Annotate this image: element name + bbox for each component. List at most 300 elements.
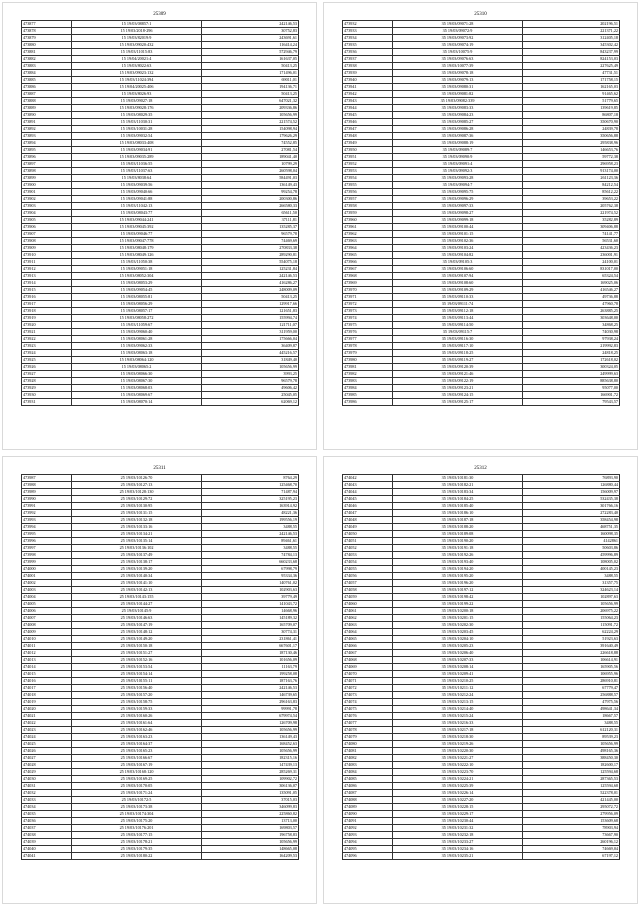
row-id-cell: 473982 bbox=[343, 371, 393, 378]
row-amount-cell: 301766,16 bbox=[523, 503, 620, 510]
row-code-cell: 25 19/03/10150:18 bbox=[72, 643, 202, 650]
row-code-cell: 35 19/03/10192:26 bbox=[393, 552, 523, 559]
row-code-cell: 15 19/03/08049:126 bbox=[72, 252, 202, 259]
row-amount-cell: 831017,00 bbox=[523, 266, 620, 273]
table-row bbox=[343, 378, 620, 385]
table-row bbox=[343, 392, 620, 399]
row-code-cell: 25 19/03/10153:54 bbox=[72, 664, 202, 671]
table-row bbox=[343, 685, 620, 692]
row-id-cell: 473923 bbox=[22, 343, 72, 350]
row-id-cell: 473893 bbox=[22, 133, 72, 140]
row-id-cell: 473986 bbox=[343, 399, 393, 406]
row-code-cell: 25 19/03/10128:130 bbox=[72, 489, 202, 496]
row-id-cell: 473914 bbox=[22, 280, 72, 287]
row-code-cell: 35 19/03/09103:24 bbox=[393, 245, 523, 252]
row-id-cell: 474018 bbox=[22, 692, 72, 699]
row-id-cell: 473912 bbox=[22, 266, 72, 273]
row-code-cell: 25 19/03/10165:23 bbox=[72, 748, 202, 755]
row-amount-cell: 325195,23 bbox=[202, 496, 299, 503]
row-id-cell: 473994 bbox=[22, 524, 72, 531]
table-row bbox=[22, 846, 299, 853]
table-row bbox=[22, 545, 299, 552]
row-code-cell: 25 19/03/10163:23 bbox=[72, 734, 202, 741]
row-amount-cell: 219992,83 bbox=[523, 343, 620, 350]
row-amount-cell: 8764,29 bbox=[202, 475, 299, 482]
row-code-cell: 25 19/03/10141:10 bbox=[72, 580, 202, 587]
table-row bbox=[22, 650, 299, 657]
row-code-cell: 25 19/03/10138:17 bbox=[72, 559, 202, 566]
row-amount-cell: 155064,23 bbox=[523, 615, 620, 622]
row-id-cell: 473975 bbox=[343, 322, 393, 329]
row-id-cell: 473958 bbox=[343, 203, 393, 210]
table-row bbox=[22, 203, 299, 210]
row-amount-cell: 115091,72 bbox=[523, 622, 620, 629]
row-code-cell: 35 19/03/10201:15 bbox=[393, 615, 523, 622]
row-id-cell: 473991 bbox=[22, 503, 72, 510]
row-code-cell: 35 19/03/09093:28 bbox=[393, 175, 523, 182]
table-row bbox=[343, 119, 620, 126]
row-code-cell: 35 19/03/09086:28 bbox=[393, 126, 523, 133]
row-code-cell: 35 19/03/09081:82 bbox=[393, 91, 523, 98]
table-row bbox=[22, 112, 299, 119]
row-id-cell: 474071 bbox=[343, 678, 393, 685]
row-id-cell: 474080 bbox=[343, 741, 393, 748]
row-code-cell: 25 19/03/10134:21 bbox=[72, 531, 202, 538]
row-id-cell: 473966 bbox=[343, 259, 393, 266]
row-id-cell: 473918 bbox=[22, 308, 72, 315]
row-code-cell: 25 19/03/10164:37 bbox=[72, 741, 202, 748]
row-code-cell: 35 19/03/09107:94 bbox=[393, 273, 523, 280]
row-id-cell: 473904 bbox=[22, 210, 72, 217]
row-amount-cell: 256888,57 bbox=[523, 692, 620, 699]
row-id-cell: 474027 bbox=[22, 755, 72, 762]
row-code-cell: 25 19/03/10139:20 bbox=[72, 566, 202, 573]
row-amount-cell: 78903,94 bbox=[523, 825, 620, 832]
table-row bbox=[343, 189, 620, 196]
row-code-cell: 15 19/03/11015:83 bbox=[72, 49, 202, 56]
row-id-cell: 473968 bbox=[343, 273, 393, 280]
row-code-cell: 15 19/03/08070:14 bbox=[72, 399, 202, 406]
row-id-cell: 474020 bbox=[22, 706, 72, 713]
row-id-cell: 474068 bbox=[343, 657, 393, 664]
table-row bbox=[343, 573, 620, 580]
table-row bbox=[22, 63, 299, 70]
row-amount-cell: 14668,96 bbox=[202, 608, 299, 615]
row-amount-cell: 50413,25 bbox=[202, 63, 299, 70]
table-row bbox=[343, 559, 620, 566]
row-code-cell: 25 19/03/10132:18 bbox=[72, 517, 202, 524]
row-id-cell: 473896 bbox=[22, 154, 72, 161]
row-id-cell: 473977 bbox=[343, 336, 393, 343]
table-row bbox=[22, 252, 299, 259]
row-code-cell: 15 19/03/09039:56 bbox=[72, 182, 202, 189]
row-id-cell: 474026 bbox=[22, 748, 72, 755]
table-row bbox=[343, 322, 620, 329]
row-code-cell: 15 19/03/09062:33 bbox=[72, 343, 202, 350]
table-row bbox=[22, 664, 299, 671]
row-id-cell: 474023 bbox=[22, 727, 72, 734]
row-id-cell: 473887 bbox=[22, 91, 72, 98]
row-amount-cell: 49606,42 bbox=[202, 385, 299, 392]
row-code-cell: 35 19/03/10209:41 bbox=[393, 671, 523, 678]
row-id-cell: 473972 bbox=[343, 301, 393, 308]
row-amount-cell: 236001,91 bbox=[523, 252, 620, 259]
row-id-cell: 474090 bbox=[343, 811, 393, 818]
row-amount-cell: 148665,08 bbox=[202, 846, 299, 853]
table-row bbox=[343, 713, 620, 720]
row-amount-cell: 155994,74 bbox=[202, 315, 299, 322]
row-id-cell: 474089 bbox=[343, 804, 393, 811]
table-row bbox=[22, 399, 299, 406]
row-id-cell: 473955 bbox=[343, 182, 393, 189]
row-code-cell: 35 19/03/09116:30 bbox=[393, 336, 523, 343]
row-code-cell: 35 19/03/10207:33 bbox=[393, 657, 523, 664]
row-code-cell: 15 19/03/11042:13 bbox=[72, 203, 202, 210]
row-code-cell: 25 19/03/10171:24 bbox=[72, 790, 202, 797]
row-amount-cell: 49736,88 bbox=[523, 294, 620, 301]
row-code-cell: 35 19/03/09115:7 bbox=[393, 329, 523, 336]
row-id-cell: 474095 bbox=[343, 846, 393, 853]
row-code-cell: 35 19/03/09091:4 bbox=[393, 161, 523, 168]
row-amount-cell: 194136,71 bbox=[202, 84, 299, 91]
row-code-cell: 35 19/03/10212:24 bbox=[393, 692, 523, 699]
table-row bbox=[22, 392, 299, 399]
table-row bbox=[22, 608, 299, 615]
row-amount-cell: 189041,40 bbox=[202, 154, 299, 161]
row-amount-cell: 30774,31 bbox=[202, 629, 299, 636]
row-code-cell: 35 19/03/09119:27 bbox=[393, 357, 523, 364]
row-amount-cell: 89539,23 bbox=[523, 734, 620, 741]
row-amount-cell: 136149,43 bbox=[202, 182, 299, 189]
row-code-cell: 35 19/03/09125:17 bbox=[393, 399, 523, 406]
row-code-cell: 25 19/03/10178:21 bbox=[72, 839, 202, 846]
row-id-cell: 473891 bbox=[22, 119, 72, 126]
row-id-cell: 473965 bbox=[343, 252, 393, 259]
row-code-cell: 25 19/03/10175:20 bbox=[72, 818, 202, 825]
row-id-cell: 473925 bbox=[22, 357, 72, 364]
table-row bbox=[343, 91, 620, 98]
row-code-cell: 15 19/03/08066:30 bbox=[72, 371, 202, 378]
table-row bbox=[343, 350, 620, 357]
row-id-cell: 474052 bbox=[343, 545, 393, 552]
table-row bbox=[22, 580, 299, 587]
row-amount-cell: 3488,55 bbox=[523, 573, 620, 580]
row-code-cell: 35 19/03/10223:70 bbox=[393, 769, 523, 776]
row-amount-cell: 171496,01 bbox=[202, 70, 299, 77]
row-id-cell: 473890 bbox=[22, 112, 72, 119]
table-row bbox=[343, 35, 620, 42]
row-id-cell: 474049 bbox=[343, 524, 393, 531]
table-row bbox=[22, 517, 299, 524]
row-id-cell: 474061 bbox=[343, 608, 393, 615]
row-amount-cell: 289290,81 bbox=[202, 252, 299, 259]
row-amount-cell: 39779,49 bbox=[202, 594, 299, 601]
row-amount-cell: 172618,02 bbox=[523, 357, 620, 364]
table-row bbox=[22, 224, 299, 231]
row-amount-cell: 67998,79 bbox=[202, 566, 299, 573]
row-code-cell: 25 19/03/10162:46 bbox=[72, 727, 202, 734]
row-id-cell: 473990 bbox=[22, 496, 72, 503]
table-row bbox=[22, 322, 299, 329]
table-row bbox=[22, 147, 299, 154]
row-id-cell: 473984 bbox=[343, 385, 393, 392]
row-amount-cell: 67779,47 bbox=[523, 685, 620, 692]
row-id-cell: 473996 bbox=[22, 538, 72, 545]
row-amount-cell: 164209,53 bbox=[202, 853, 299, 860]
table-row bbox=[343, 175, 620, 182]
row-id-cell: 474014 bbox=[22, 664, 72, 671]
row-code-cell: 35 19/03/10077:39 bbox=[393, 63, 523, 70]
row-id-cell: 474024 bbox=[22, 734, 72, 741]
row-id-cell: 473892 bbox=[22, 126, 72, 133]
row-code-cell: 15 19/03/11037:63 bbox=[72, 168, 202, 175]
table-row bbox=[22, 294, 299, 301]
row-code-cell: 15 19/03/08069:67 bbox=[72, 392, 202, 399]
table-row bbox=[343, 336, 620, 343]
row-code-cell: 35 19/03/10210:25 bbox=[393, 678, 523, 685]
row-code-cell: 15 19/03/09040:66 bbox=[72, 189, 202, 196]
row-amount-cell: 913174,00 bbox=[523, 168, 620, 175]
table-row bbox=[22, 832, 299, 839]
row-id-cell: 473901 bbox=[22, 189, 72, 196]
row-code-cell: 15 19/03/09035:289 bbox=[72, 154, 202, 161]
table-row bbox=[22, 552, 299, 559]
row-code-cell: 35 19/03/09098:27 bbox=[393, 210, 523, 217]
row-code-cell: 35 19/03/10228:15 bbox=[393, 804, 523, 811]
row-code-cell: 35 19/03/09083:33 bbox=[393, 105, 523, 112]
table-row bbox=[22, 755, 299, 762]
row-amount-cell: 266580,33 bbox=[202, 203, 299, 210]
row-amount-cell: 135091,05 bbox=[202, 790, 299, 797]
table-row bbox=[22, 762, 299, 769]
row-code-cell: 25 19/03/10136:102 bbox=[72, 545, 202, 552]
table-row bbox=[22, 601, 299, 608]
row-code-cell: 35 19/03/10181:30 bbox=[393, 475, 523, 482]
row-code-cell: 35 19/03/10191:18 bbox=[393, 545, 523, 552]
row-code-cell: 25 19/03/10143:155 bbox=[72, 594, 202, 601]
ledger-table-25309 bbox=[21, 20, 299, 406]
row-id-cell: 473879 bbox=[22, 35, 72, 42]
row-id-cell: 474056 bbox=[343, 573, 393, 580]
row-code-cell: 25 19/03/10166:67 bbox=[72, 755, 202, 762]
table-row bbox=[343, 112, 620, 119]
row-code-cell: 35 19/03/09101:15 bbox=[393, 231, 523, 238]
row-amount-cell: 242146,53 bbox=[202, 21, 299, 28]
row-id-cell: 474008 bbox=[22, 622, 72, 629]
row-amount-cell: 102897,63 bbox=[523, 594, 620, 601]
row-amount-cell: 126880,44 bbox=[523, 482, 620, 489]
table-row bbox=[22, 594, 299, 601]
table-row bbox=[343, 161, 620, 168]
row-amount-cell: 36409,87 bbox=[202, 343, 299, 350]
row-amount-cell: 660233,68 bbox=[202, 559, 299, 566]
row-amount-cell: 65324,54 bbox=[523, 273, 620, 280]
row-code-cell: 35 19/03/10200:18 bbox=[393, 608, 523, 615]
row-amount-cell: 572946,79 bbox=[202, 49, 299, 56]
row-amount-cell: 37111,81 bbox=[202, 217, 299, 224]
table-row bbox=[343, 42, 620, 49]
table-row bbox=[22, 175, 299, 182]
row-amount-cell: 295838,96 bbox=[523, 140, 620, 147]
row-amount-cell: 187130,46 bbox=[202, 650, 299, 657]
row-amount-cell: 498165,36 bbox=[523, 748, 620, 755]
row-amount-cell: 140761,02 bbox=[202, 580, 299, 587]
table-row bbox=[343, 629, 620, 636]
row-amount-cell: 51779,65 bbox=[523, 98, 620, 105]
row-code-cell: 15 19/03/09023:132 bbox=[72, 70, 202, 77]
row-code-cell: 35 19/03/10224:21 bbox=[393, 776, 523, 783]
table-row bbox=[22, 678, 299, 685]
row-amount-cell: 161637,05 bbox=[202, 56, 299, 63]
row-amount-cell: 129917,66 bbox=[202, 301, 299, 308]
row-code-cell: 25 19/03/10155:11 bbox=[72, 678, 202, 685]
row-id-cell: 473980 bbox=[343, 357, 393, 364]
row-amount-cell: 270833,38 bbox=[202, 245, 299, 252]
row-id-cell: 474082 bbox=[343, 755, 393, 762]
row-id-cell: 474069 bbox=[343, 664, 393, 671]
row-code-cell: 35 19/03/09090:9 bbox=[393, 154, 523, 161]
row-code-cell: 35 19/03/10231:32 bbox=[393, 825, 523, 832]
row-id-cell: 473969 bbox=[343, 280, 393, 287]
row-id-cell: 474035 bbox=[22, 811, 72, 818]
table-row bbox=[343, 608, 620, 615]
table-row bbox=[343, 98, 620, 105]
row-amount-cell: 824153,03 bbox=[523, 56, 620, 63]
row-code-cell: 25 19/03/10160:26 bbox=[72, 713, 202, 720]
row-id-cell: 474055 bbox=[343, 566, 393, 573]
row-amount-cell: 324623,14 bbox=[523, 587, 620, 594]
row-code-cell: 35 19/03/10226:14 bbox=[393, 790, 523, 797]
row-id-cell: 473922 bbox=[22, 336, 72, 343]
row-amount-cell: 105656,99 bbox=[202, 748, 299, 755]
table-row bbox=[343, 825, 620, 832]
row-code-cell: 15 19/03/82019:9 bbox=[72, 35, 202, 42]
row-id-cell: 473997 bbox=[22, 545, 72, 552]
block-title-25312: 25312 bbox=[474, 466, 487, 471]
row-id-cell: 473885 bbox=[22, 77, 72, 84]
row-code-cell: 35 19/03/10186:10 bbox=[393, 510, 523, 517]
table-row bbox=[343, 699, 620, 706]
table-row bbox=[343, 357, 620, 364]
row-code-cell: 35 19/03/09078:18 bbox=[393, 70, 523, 77]
row-code-cell: 35 19/03/09085:27 bbox=[393, 119, 523, 126]
row-code-cell: 35 19/03/09092:3 bbox=[393, 168, 523, 175]
row-id-cell: 473988 bbox=[22, 482, 72, 489]
row-id-cell: 474057 bbox=[343, 580, 393, 587]
row-amount-cell: 47731,51 bbox=[523, 70, 620, 77]
row-id-cell: 474019 bbox=[22, 699, 72, 706]
row-amount-cell: 27081,54 bbox=[202, 147, 299, 154]
row-id-cell: 473900 bbox=[22, 182, 72, 189]
table-row bbox=[22, 615, 299, 622]
row-code-cell: 15 19/03/11059:67 bbox=[72, 322, 202, 329]
table-row bbox=[22, 657, 299, 664]
row-id-cell: 473899 bbox=[22, 175, 72, 182]
row-code-cell: 35 19/03/10184:25 bbox=[393, 496, 523, 503]
row-code-cell: 35 19/03/10196:20 bbox=[393, 580, 523, 587]
row-amount-cell: 89461,61 bbox=[202, 538, 299, 545]
row-amount-cell: 272283,40 bbox=[523, 510, 620, 517]
row-amount-cell: 76893,90 bbox=[523, 475, 620, 482]
block-title-25311: 25311 bbox=[153, 466, 166, 471]
table-row bbox=[22, 343, 299, 350]
row-id-cell: 474007 bbox=[22, 615, 72, 622]
row-code-cell: 35 19/03/09074:19 bbox=[393, 42, 523, 49]
row-id-cell: 474073 bbox=[343, 692, 393, 699]
row-id-cell: 473974 bbox=[343, 315, 393, 322]
row-amount-cell: 65611,50 bbox=[202, 210, 299, 217]
row-amount-cell: 3993,25 bbox=[202, 371, 299, 378]
row-amount-cell: 423436,23 bbox=[523, 245, 620, 252]
row-id-cell: 473927 bbox=[22, 371, 72, 378]
row-amount-cell: 358454,98 bbox=[523, 517, 620, 524]
row-code-cell: 15 19/03/08053:29 bbox=[72, 280, 202, 287]
row-id-cell: 474043 bbox=[343, 482, 393, 489]
row-code-cell: 25 19/03/10177:15 bbox=[72, 832, 202, 839]
table-row bbox=[22, 475, 299, 482]
row-amount-cell: 227625,49 bbox=[523, 63, 620, 70]
row-id-cell: 474010 bbox=[22, 636, 72, 643]
row-amount-cell: 843237,99 bbox=[523, 49, 620, 56]
row-id-cell: 473971 bbox=[343, 294, 393, 301]
row-id-cell: 473985 bbox=[343, 392, 393, 399]
row-id-cell: 474059 bbox=[343, 594, 393, 601]
row-code-cell: 35 19/03/09089:7 bbox=[393, 147, 523, 154]
row-amount-cell: 182600,17 bbox=[523, 762, 620, 769]
row-id-cell: 474085 bbox=[343, 776, 393, 783]
row-amount-cell: 249999,63 bbox=[523, 371, 620, 378]
table-row bbox=[343, 734, 620, 741]
row-id-cell: 474044 bbox=[343, 489, 393, 496]
row-id-cell: 474032 bbox=[22, 790, 72, 797]
row-amount-cell: 346099,83 bbox=[202, 804, 299, 811]
row-id-cell: 473897 bbox=[22, 161, 72, 168]
row-amount-cell: 13713,00 bbox=[202, 818, 299, 825]
row-code-cell: 15 19/03/11036:55 bbox=[72, 161, 202, 168]
table-row bbox=[343, 168, 620, 175]
row-id-cell: 474078 bbox=[343, 727, 393, 734]
row-code-cell: 35 19/03/10182:21 bbox=[393, 482, 523, 489]
table-row bbox=[22, 357, 299, 364]
row-amount-cell: 50413,25 bbox=[202, 91, 299, 98]
row-id-cell: 473878 bbox=[22, 28, 72, 35]
table-row bbox=[343, 77, 620, 84]
table-row bbox=[22, 748, 299, 755]
row-code-cell: 35 19/03/09099:18 bbox=[393, 217, 523, 224]
row-code-cell: 15 19/04/20025:406 bbox=[72, 84, 202, 91]
row-id-cell: 473909 bbox=[22, 245, 72, 252]
row-code-cell: 35 19/03/09122:19 bbox=[393, 378, 523, 385]
row-amount-cell: 260196,12 bbox=[523, 839, 620, 846]
row-id-cell: 473921 bbox=[22, 329, 72, 336]
row-code-cell: 15 19/03/09034:91 bbox=[72, 147, 202, 154]
row-amount-cell: 84212,54 bbox=[523, 182, 620, 189]
row-amount-cell: 554075,18 bbox=[202, 259, 299, 266]
table-row bbox=[343, 818, 620, 825]
row-code-cell: 35 19/03/09072:9 bbox=[393, 28, 523, 35]
row-id-cell: 473937 bbox=[343, 56, 393, 63]
row-code-cell: 25 19/03/10179:35 bbox=[72, 846, 202, 853]
row-code-cell: 15 19/03/08068:03 bbox=[72, 385, 202, 392]
row-id-cell: 473886 bbox=[22, 84, 72, 91]
row-amount-cell: 416546,27 bbox=[523, 287, 620, 294]
row-code-cell: 35 19/03/09094:7 bbox=[393, 182, 523, 189]
row-id-cell: 474075 bbox=[343, 706, 393, 713]
table-row bbox=[22, 308, 299, 315]
table-row bbox=[343, 706, 620, 713]
table-row bbox=[343, 762, 620, 769]
row-code-cell: 15 19/03/08055:81 bbox=[72, 294, 202, 301]
